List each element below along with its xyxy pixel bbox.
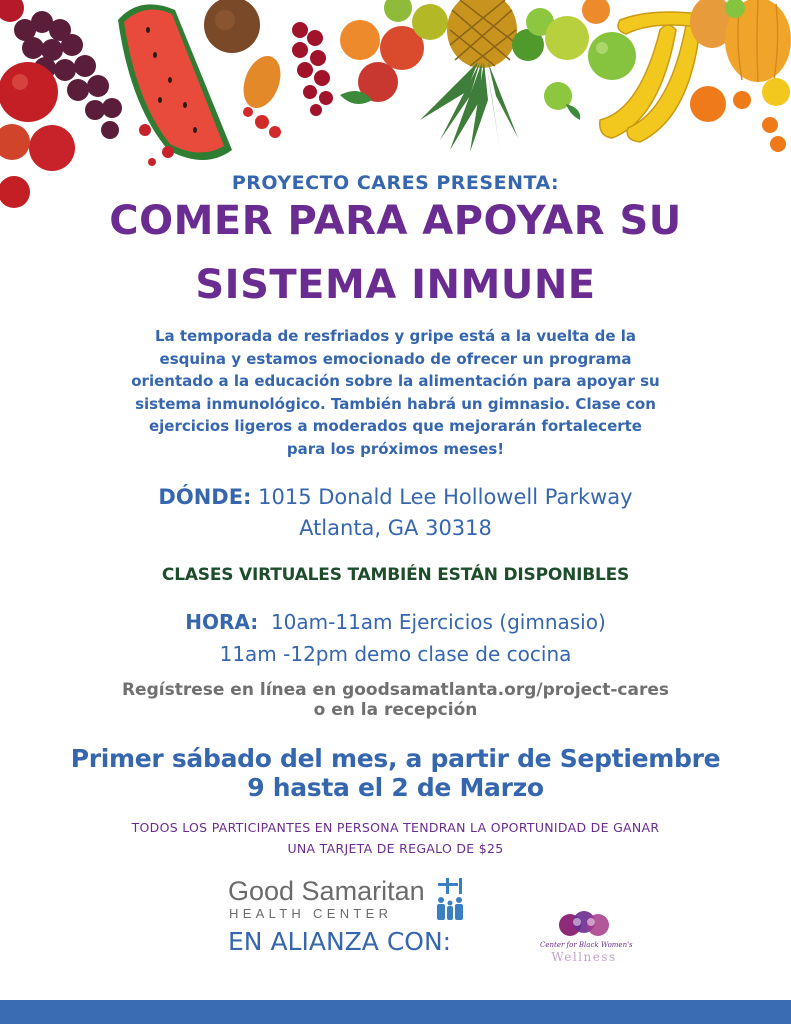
page-title-line-1: COMER PARA APOYAR SU — [109, 198, 682, 244]
intro-line: esquina y estamos emocionado de ofrecer un programa — [159, 349, 632, 368]
location-line-1 — [0, 482, 791, 513]
where-label: DÓNDE: — [158, 485, 252, 509]
intro-paragraph — [0, 325, 791, 460]
dates-line-1: Primer sábado del mes, a partir de Septiembre — [70, 744, 721, 773]
virtual-classes-note: CLASES VIRTUALES TAMBIÉN ESTÁN DISPONIBLES — [161, 565, 630, 585]
footer-bar — [0, 1000, 791, 1024]
time-slot-1: 10am-11am Ejercicios (gimnasio) — [270, 610, 606, 634]
registration-line-1: Regístrese en línea en goodsamatlanta.org/project-cares — [121, 680, 670, 700]
good-samaritan-logo — [228, 876, 478, 922]
time-slot-2: 11am -12pm demo clase de cocina — [219, 642, 572, 666]
registration-line-2: o en la recepción — [313, 700, 478, 720]
address-line-2: Atlanta, GA 30318 — [299, 516, 492, 540]
schedule-line-1 — [0, 606, 791, 638]
schedule-block — [0, 606, 791, 670]
prize-line-2: UNA TARJETA DE REGALO DE $25 — [287, 841, 504, 856]
intro-line: sistema inmunológico. También habrá un gimnasio. Clase con — [135, 394, 656, 413]
cross-family-icon — [433, 878, 467, 922]
prize-notice — [0, 817, 791, 859]
location-block — [0, 482, 791, 544]
dates-block — [0, 744, 791, 802]
prize-line-1: TODOS LOS PARTICIPANTES EN PERSONA TENDRAN LA OPORTUNIDAD DE GANAR — [131, 820, 660, 835]
time-label: HORA: — [185, 610, 259, 634]
page-title-line-2: SISTEMA INMUNE — [195, 262, 596, 308]
registration-info — [0, 680, 791, 720]
cbww-logo — [540, 908, 633, 966]
cbww-circles-icon — [540, 908, 628, 940]
intro-line: para los próximos meses! — [286, 439, 505, 458]
intro-line: orientado a la educación sobre la alimentación para apoyar su — [131, 372, 660, 390]
cbww-name: Center for Black Women's — [540, 941, 633, 949]
intro-line: ejercicios ligeros a moderados que mejorarán fortalecerte — [148, 417, 642, 435]
intro-line: La temporada de resfriados y gripe está a la vuelta de la — [154, 327, 637, 345]
alliance-label: EN ALIANZA CON: — [228, 927, 452, 956]
address-line-1: 1015 Donald Lee Hollowell Parkway — [258, 485, 633, 509]
dates-line-2: 9 hasta el 2 de Marzo — [247, 773, 544, 802]
kicker-text: PROYECTO CARES PRESENTA: — [231, 172, 560, 194]
cbww-wellness-word: Wellness — [551, 950, 617, 964]
good-samaritan-subtitle: HEALTH CENTER — [229, 906, 393, 921]
good-samaritan-name: Good Samaritan — [228, 876, 425, 906]
